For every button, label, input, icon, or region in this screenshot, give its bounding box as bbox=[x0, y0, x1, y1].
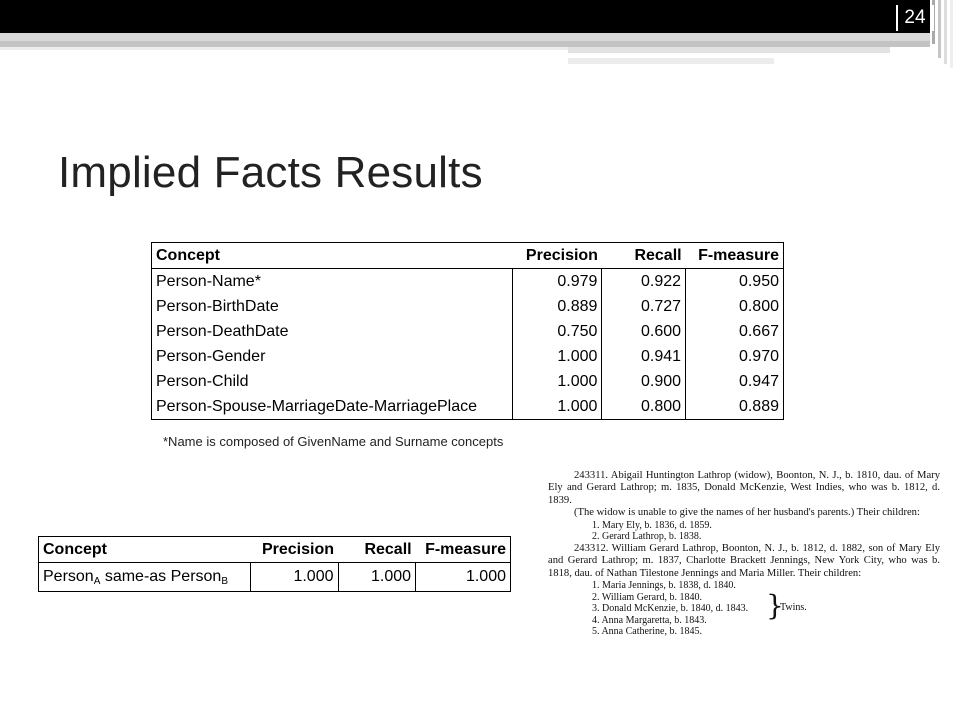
recall-cell: 0.727 bbox=[602, 294, 686, 319]
f-measure-cell: 0.947 bbox=[686, 369, 784, 394]
children-list-wrap bbox=[548, 580, 940, 638]
list-item: 5. Anna Catherine, b. 1845. bbox=[592, 626, 702, 638]
list-item: 2. Gerard Lathrop, b. 1838. bbox=[592, 531, 702, 543]
genealogy-excerpt bbox=[548, 470, 940, 698]
table-row bbox=[152, 294, 784, 319]
column-header: Precision bbox=[512, 243, 602, 269]
recall-cell: 1.000 bbox=[338, 563, 416, 592]
f-measure-cell: 0.667 bbox=[686, 319, 784, 344]
concept-person-a: Person bbox=[43, 568, 94, 585]
recall-cell: 0.800 bbox=[602, 394, 686, 420]
table-header-row bbox=[152, 243, 784, 269]
header-stripe bbox=[568, 47, 890, 53]
list-item: 3. Donald McKenzie, b. 1840, d. 1843. bbox=[592, 603, 749, 615]
header-corner-line bbox=[938, 0, 941, 58]
table-footnote: *Name is composed of GivenName and Surname concepts bbox=[163, 434, 504, 449]
children-list bbox=[548, 520, 940, 543]
table-row bbox=[152, 319, 784, 344]
f-measure-cell: 0.970 bbox=[686, 344, 784, 369]
header-stripe bbox=[0, 47, 568, 50]
header-corner-line bbox=[944, 0, 947, 64]
precision-cell: 1.000 bbox=[512, 394, 602, 420]
results-table bbox=[151, 242, 784, 420]
table-row bbox=[152, 269, 784, 295]
concept-cell bbox=[39, 563, 251, 592]
recall-cell: 0.900 bbox=[602, 369, 686, 394]
list-item: 4. Anna Margaretta, b. 1843. bbox=[592, 614, 707, 626]
f-measure-cell: 0.950 bbox=[686, 269, 784, 295]
column-header: Precision bbox=[250, 537, 338, 563]
precision-cell: 1.000 bbox=[512, 344, 602, 369]
twins-label: Twins. bbox=[780, 602, 807, 614]
table-header-row bbox=[39, 537, 511, 563]
list-item: 1. Mary Ely, b. 1836, d. 1859. bbox=[592, 519, 712, 531]
excerpt-note: (The widow is unable to give the names of her husband's parents.) Their children: bbox=[574, 507, 920, 519]
table-row bbox=[39, 563, 511, 592]
slide-title: Implied Facts Results bbox=[58, 148, 483, 197]
column-header: Recall bbox=[338, 537, 416, 563]
list-item: 2. William Gerard, b. 1840. bbox=[592, 591, 702, 603]
recall-cell: 0.922 bbox=[602, 269, 686, 295]
page-number: 24 bbox=[896, 5, 934, 31]
concept-cell: Person-Spouse-MarriageDate-MarriagePlace bbox=[156, 398, 478, 415]
subscript-a: A bbox=[93, 576, 101, 587]
column-header: F-measure bbox=[686, 243, 784, 269]
concept-cell: Person-Gender bbox=[156, 348, 266, 365]
table-row bbox=[152, 394, 784, 420]
recall-cell: 0.600 bbox=[602, 319, 686, 344]
column-header: Recall bbox=[602, 243, 686, 269]
concept-cell: Person-BirthDate bbox=[156, 298, 279, 315]
precision-cell: 0.979 bbox=[512, 269, 602, 295]
recall-cell: 0.941 bbox=[602, 344, 686, 369]
header-stripe bbox=[568, 58, 774, 64]
header-corner-line bbox=[950, 0, 953, 68]
header-bar bbox=[0, 0, 960, 33]
column-header: Concept bbox=[152, 243, 513, 269]
concept-cell: Person-Name* bbox=[156, 273, 261, 290]
concept-cell: Person-DeathDate bbox=[156, 323, 289, 340]
concept-cell: Person-Child bbox=[156, 373, 249, 390]
same-as-table bbox=[38, 536, 511, 592]
table-row bbox=[152, 344, 784, 369]
table-row bbox=[152, 369, 784, 394]
f-measure-cell: 0.889 bbox=[686, 394, 784, 420]
brace-icon: } bbox=[766, 589, 784, 623]
subscript-b: B bbox=[221, 576, 228, 587]
excerpt-paragraph: 243312. William Gerard Lathrop, Boonton, N. J., b. 1812, d. 1882, son of Mary Ely and Gerard Lathrop; m. 1837, Charlotte Brackett Jennings, New York City, who was b. 1818, dau. of Nathan Tilestone Jennings and Maria Miller. Their children: bbox=[548, 542, 940, 579]
excerpt-paragraph: 243311. Abigail Huntington Lathrop (widow), Boonton, N. J., b. 1810, dau. of Mary Ely and Gerard Lathrop; m. 1835, Donald McKenzie, West Indies, who was b. 1812, d. 1839. bbox=[548, 470, 940, 506]
header-stripe bbox=[0, 33, 960, 41]
precision-cell: 1.000 bbox=[250, 563, 338, 592]
column-header: Concept bbox=[39, 537, 251, 563]
precision-cell: 1.000 bbox=[512, 369, 602, 394]
f-measure-cell: 0.800 bbox=[686, 294, 784, 319]
children-list bbox=[548, 580, 940, 638]
f-measure-cell: 1.000 bbox=[416, 563, 511, 592]
concept-relation: same-as Person bbox=[100, 568, 222, 585]
precision-cell: 0.750 bbox=[512, 319, 602, 344]
list-item: 1. Maria Jennings, b. 1838, d. 1840. bbox=[592, 580, 736, 592]
precision-cell: 0.889 bbox=[512, 294, 602, 319]
column-header: F-measure bbox=[416, 537, 511, 563]
